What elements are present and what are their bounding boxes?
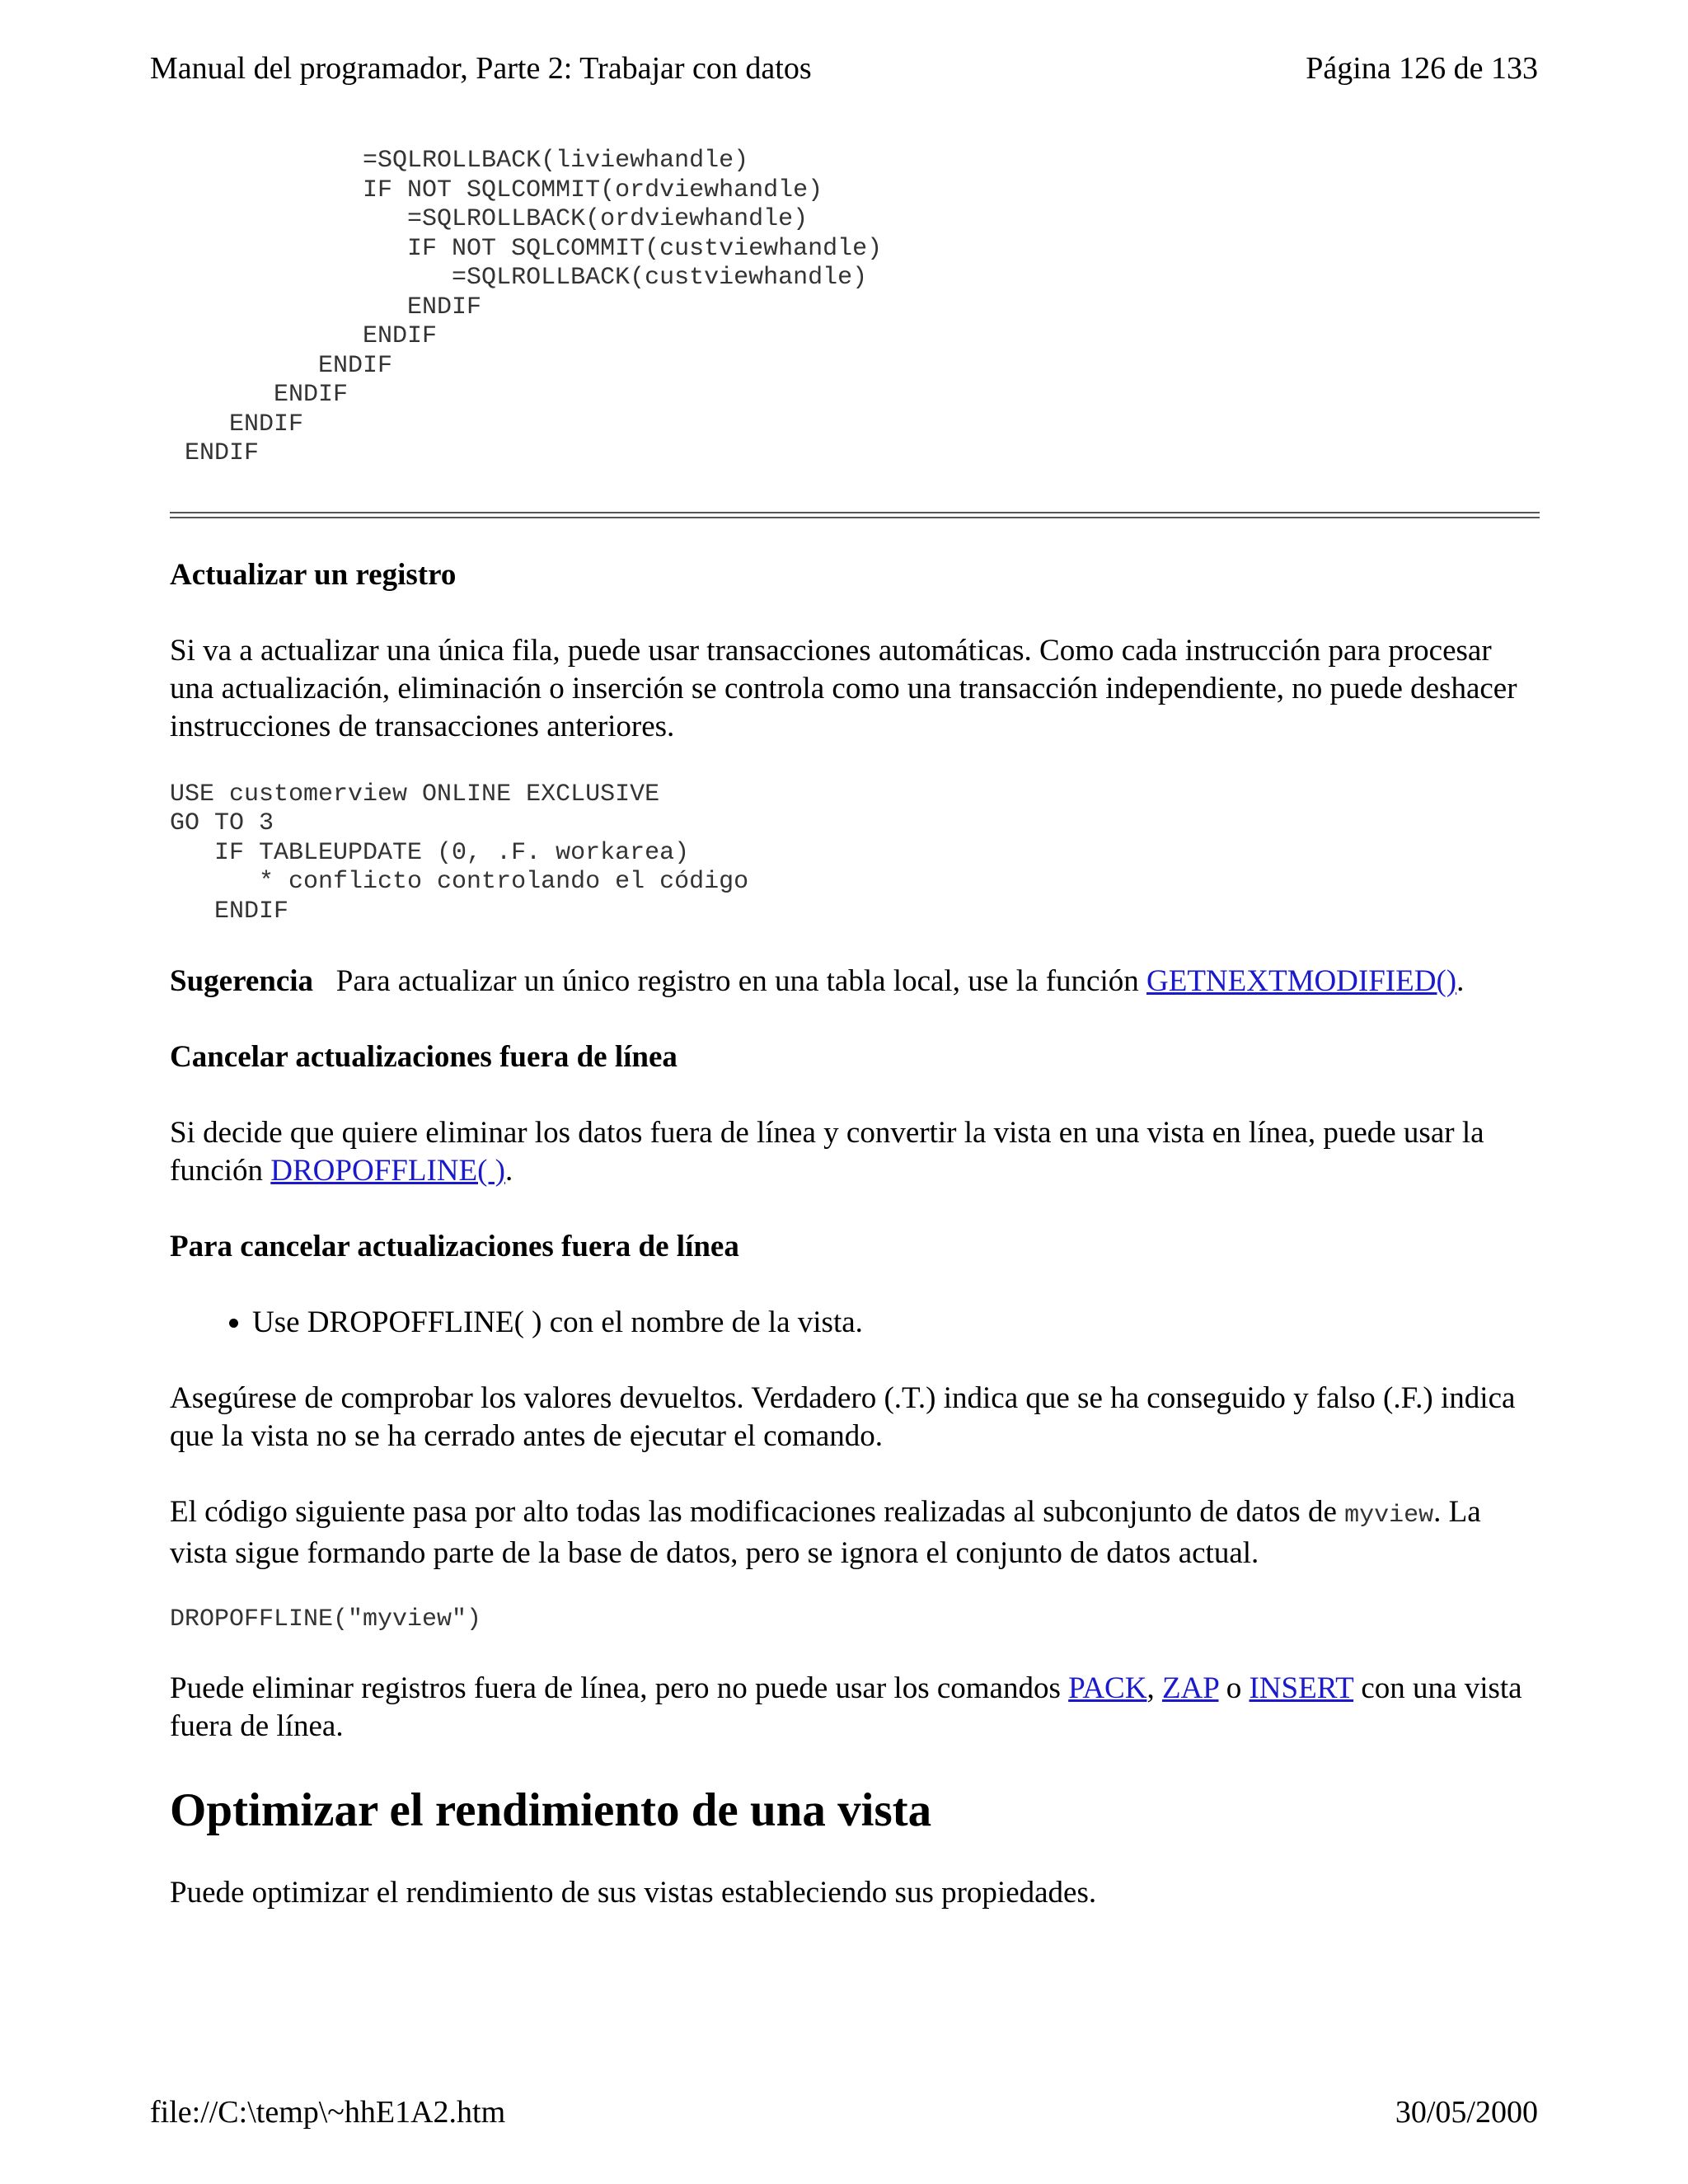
code-block-rollback: =SQLROLLBACK(liviewhandle) IF NOT SQLCOMMIT(ordviewhandle) =SQLROLLBACK(ordviewhandle) IF NOT SQLCOMMIT(custviewhandle) =SQLROLLBACK(custviewhandle) ENDIF ENDIF ENDIF ENDIF ENDIF ENDIF: [185, 147, 883, 467]
paragraph-codigo-siguiente: [170, 1493, 1540, 1572]
heading-cancelar-actualizaciones: Cancelar actualizaciones fuera de línea: [170, 1040, 678, 1074]
tip-label: Sugerencia: [170, 964, 314, 998]
paragraph-cancelar-text: Si decide que quiere eliminar los datos fuera de línea y convertir la vista en una vista en línea, puede usar la función: [170, 1116, 1484, 1188]
tip-end: .: [1456, 964, 1465, 998]
paragraph-actualizar: Si va a actualizar una única fila, puede usar transacciones automáticas. Como cada instrucción para procesar una actualización, eliminación o inserción se controla como una transacción independiente, no puede deshacer instrucciones de transacciones anteriores.: [170, 633, 1517, 743]
heading-actualizar-registro: Actualizar un registro: [170, 557, 457, 592]
header-title: Manual del programador, Parte 2: Trabajar con datos: [150, 51, 812, 86]
paragraph-eliminar-text: Puede eliminar registros fuera de línea, pero no puede usar los comandos: [170, 1671, 1061, 1705]
document-body: [170, 147, 1540, 1912]
link-pack[interactable]: PACK: [1068, 1671, 1147, 1705]
paragraph-cancelar-end: .: [505, 1154, 513, 1188]
tip-paragraph: [170, 963, 1540, 1001]
paragraph-optimizar: Puede optimizar el rendimiento de sus vistas estableciendo sus propiedades.: [170, 1875, 1097, 1910]
footer-file-path: file://C:\temp\~hhE1A2.htm: [150, 2095, 506, 2130]
paragraph-eliminar-registros: [170, 1670, 1540, 1746]
code-block-customerview: USE customerview ONLINE EXCLUSIVE GO TO 3 IF TABLEUPDATE (0, .F. workarea) * conflicto controlando el código ENDIF: [170, 780, 749, 926]
link-zap[interactable]: ZAP: [1161, 1671, 1219, 1705]
list-item: • Use DROPOFFLINE( ) con el nombre de la vista.: [252, 1304, 1540, 1342]
paragraph-valores-devueltos: Asegúrese de comprobar los valores devueltos. Verdadero (.T.) indica que se ha conseguido y falso (.F.) indica que la vista no se ha cerrado antes de ejecutar el comando.: [170, 1381, 1516, 1453]
code-block-dropoffline: DROPOFFLINE("myview"): [170, 1605, 482, 1633]
paragraph-codigo-text: El código siguiente pasa por alto todas las modificaciones realizadas al subconjunto de datos de: [170, 1495, 1337, 1529]
footer-date: 30/05/2000: [1395, 2095, 1538, 2130]
double-rule-divider: [170, 512, 1540, 518]
heading-optimizar: Optimizar el rendimiento de una vista: [170, 1783, 932, 1836]
paragraph-cancelar: [170, 1114, 1540, 1190]
link-insert[interactable]: INSERT: [1249, 1671, 1354, 1705]
separator-o: o: [1226, 1671, 1242, 1705]
tip-text: Para actualizar un único registro en una tabla local, use la función: [335, 964, 1139, 998]
inline-code-myview: myview: [1344, 1502, 1434, 1530]
paragraph-codigo-post: . La vista sigue formando parte de la base de datos, pero se ignora el conjunto de datos actual.: [170, 1495, 1481, 1570]
link-getnextmodified[interactable]: GETNEXTMODIFIED(): [1146, 964, 1457, 998]
separator-comma: ,: [1146, 1671, 1155, 1705]
heading-para-cancelar: Para cancelar actualizaciones fuera de línea: [170, 1230, 739, 1263]
paragraph-eliminar-post: con una vista fuera de línea.: [170, 1671, 1522, 1743]
header-page-number: Página 126 de 133: [1306, 51, 1538, 86]
link-dropoffline[interactable]: DROPOFFLINE( ): [270, 1154, 505, 1188]
bullet-list: [170, 1304, 1540, 1342]
